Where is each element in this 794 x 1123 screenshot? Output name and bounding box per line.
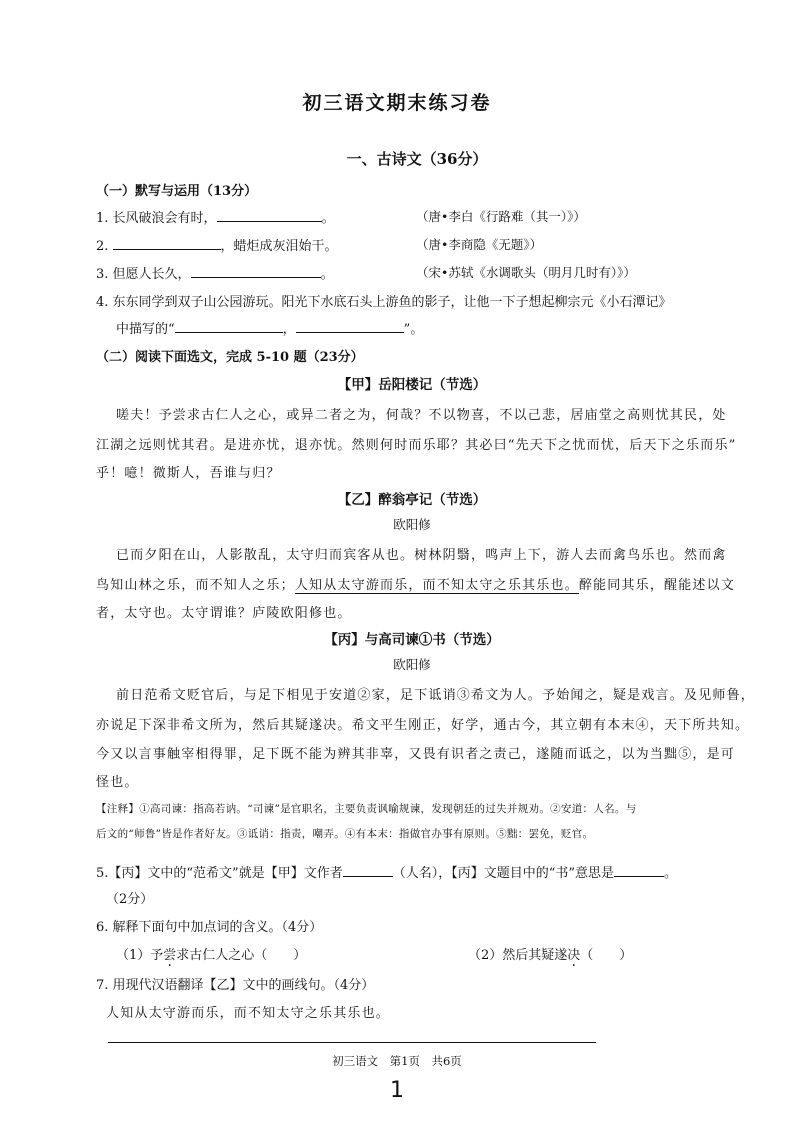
passage-bing-line: 前日范希文贬官后，与足下相见于安道②家，足下诋诮③希文为人。予始闻之，疑是戏言。及见师鲁， bbox=[116, 688, 756, 703]
passage-yi-line2-start: 鸟知山林之乐，而不知人之乐； bbox=[96, 578, 295, 593]
passage-jia-title: 【甲】岳阳楼记（节选） bbox=[337, 377, 487, 393]
q5-text-3: 。 bbox=[664, 866, 678, 881]
q6-item1-pre: （1）予 bbox=[116, 948, 164, 963]
annotation-line: 后文的“师鲁”皆是作者好友。③诋诮：指责，嘲弄。④有本末：指做官办事有原则。⑤黜：罢免，贬官。 bbox=[96, 828, 594, 840]
annotation-line: 【注释】①高司谏：指高若讷。“司谏”是官职名，主要负责讽喻规谏，发现朝廷的过失并规劝。②安道：人名。与 bbox=[96, 803, 637, 815]
footer-divider bbox=[108, 1042, 596, 1043]
q7-sentence: 人知从太守游而乐，而不知太守之乐其乐也。 bbox=[106, 1006, 391, 1021]
q4-comma: ， bbox=[282, 322, 296, 337]
q3-text-end: 。 bbox=[320, 267, 334, 282]
q4-number: 4. bbox=[96, 295, 109, 310]
dotted-word: 决 bbox=[567, 948, 581, 963]
question-2 bbox=[96, 235, 338, 254]
q5-text-1: 5.【丙】文中的“范希文”就是【甲】文作者 bbox=[96, 866, 343, 881]
passage-yi-line bbox=[96, 574, 735, 593]
passage-yi-line: 已而夕阳在山，人影散乱，太守归而宾客从也。树林阴翳，鸣声上下，游人去而禽鸟乐也。然而禽 bbox=[116, 548, 727, 563]
q5-answer-blank-2[interactable] bbox=[614, 863, 664, 877]
q1-source: （唐•李白《行路难（其一）》） bbox=[416, 209, 586, 224]
q2-answer-blank[interactable] bbox=[113, 236, 221, 250]
q1-text-end: 。 bbox=[321, 211, 335, 226]
q4-line2-start: 中描写的“ bbox=[116, 322, 175, 337]
section-heading: 一、古诗文（36分） bbox=[346, 150, 488, 168]
q4-answer-blank-1[interactable] bbox=[175, 319, 283, 333]
footer-text: 初三语文 第1页 共6页 bbox=[332, 1054, 462, 1068]
q4-line2 bbox=[116, 318, 423, 337]
passage-bing-title: 【丙】与高司谏①书（节选） bbox=[324, 632, 500, 648]
q1-number: 1. bbox=[96, 211, 109, 226]
q6-item2-pre: （2）然后其疑遂 bbox=[468, 948, 568, 963]
q2-source: （唐•李商隐《无题》） bbox=[416, 237, 543, 252]
question-6: 6. 解释下面句中加点词的含义。（4分） bbox=[96, 920, 323, 935]
q2-number: 2. bbox=[96, 239, 109, 254]
q5-score: （2分） bbox=[106, 892, 154, 907]
question-7: 7. 用现代汉语翻译【乙】文中的画线句。（4分） bbox=[96, 978, 375, 993]
q3-source: （宋•苏轼《水调歌头（明月几时有）》） bbox=[416, 265, 636, 280]
part2-heading: （二）阅读下面选文，完成 5-10 题（23分） bbox=[96, 350, 364, 365]
passage-yi-line: 者，太守也。太守谓谁？庐陵欧阳修也。 bbox=[96, 606, 352, 621]
passage-yi-author: 欧阳修 bbox=[393, 517, 431, 532]
q5-answer-blank-1[interactable] bbox=[343, 863, 393, 877]
page-title: 初三语文期末练习卷 bbox=[302, 92, 492, 114]
q3-text: 但愿人长久， bbox=[112, 267, 191, 282]
question-4 bbox=[96, 291, 672, 310]
page-number: 1 bbox=[390, 1078, 404, 1103]
question-5 bbox=[96, 862, 677, 881]
underlined-sentence: 人知从太守游而乐，而不知太守之乐其乐也。 bbox=[294, 578, 579, 593]
passage-bing-line: 今又以言事触宰相得罪，足下既不能为辨其非辜，又畏有识者之责己，遂随而诋之，以为当黜⑤，是可 bbox=[96, 747, 736, 762]
q6-item-1 bbox=[116, 944, 306, 963]
q1-answer-blank[interactable] bbox=[217, 208, 322, 222]
q4-line1: 东东同学到双子山公园游玩。阳光下水底石头上游鱼的影子，让他一下子想起柳宗元《小石潭记》 bbox=[112, 295, 672, 310]
part1-heading: （一）默写与运用（13分） bbox=[96, 184, 258, 199]
passage-jia-line: 嗟夫！予尝求古仁人之心，或异二者之为，何哉？不以物喜，不以己悲，居庙堂之高则忧其民，处 bbox=[116, 408, 727, 423]
q6-item-2 bbox=[468, 944, 632, 963]
q3-number: 3. bbox=[96, 267, 109, 282]
question-1 bbox=[96, 207, 335, 226]
dotted-word: 尝 bbox=[163, 948, 177, 963]
passage-jia-line: 乎！噫！微斯人，吾谁与归？ bbox=[96, 466, 281, 481]
passage-bing-author: 欧阳修 bbox=[393, 657, 431, 672]
passage-yi-title: 【乙】醉翁亭记（节选） bbox=[337, 492, 487, 508]
q1-text: 长风破浪会有时， bbox=[112, 211, 217, 226]
q6-item2-post: （ ） bbox=[580, 948, 633, 963]
q4-line2-end: ”。 bbox=[403, 322, 424, 337]
q4-answer-blank-2[interactable] bbox=[296, 319, 404, 333]
passage-jia-line: 江湖之远则忧其君。是进亦忧，退亦忧。然则何时而乐耶？其必曰“先天下之忧而忧，后天下之乐而乐” bbox=[96, 438, 737, 453]
q3-answer-blank[interactable] bbox=[191, 264, 321, 278]
passage-bing-line: 怪也。 bbox=[96, 775, 139, 790]
q5-text-2: （人名），【丙】文题目中的“书”意思是 bbox=[392, 866, 614, 881]
q6-item1-post: 求古仁人之心（ ） bbox=[176, 948, 307, 963]
q2-text: ，蜡炬成灰泪始干。 bbox=[220, 239, 338, 254]
passage-yi-line2-end: 醉能同其乐，醒能述以文 bbox=[578, 578, 736, 593]
passage-bing-line: 亦说足下深非希文所为，然后其疑遂决。希文平生刚正，好学，通古今，其立朝有本末④，天下所共知。 bbox=[96, 718, 750, 733]
question-3 bbox=[96, 263, 334, 282]
